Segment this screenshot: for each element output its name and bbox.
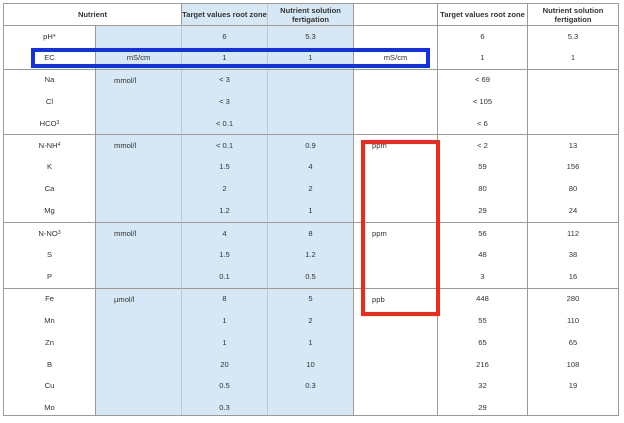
solution-value-2 [528,91,618,113]
target-value: 0.1 [182,266,268,288]
unit-cell-2 [354,69,438,91]
nutrient-name [4,69,96,91]
header-solution-fertigation: Nutrient solution fertigation [268,4,354,25]
unit-cell [96,331,182,353]
chemical-subscript: 3 [56,120,60,126]
nutrient-name [4,222,96,244]
solution-value-2: 5.3 [528,25,618,47]
nutrient-name [4,310,96,332]
solution-value-2: 24 [568,206,578,216]
nutrient-name [4,134,96,156]
unit-cell-2 [354,244,438,266]
target-value: 1.5 [182,244,268,266]
target-value: 4 [182,222,268,244]
solution-value: 1.2 [268,244,354,266]
target-value: < 0.1 [182,113,268,135]
unit-cell-2 [354,91,438,113]
solution-value-2: 13 [528,134,618,156]
solution-value: 1 [268,331,354,353]
solution-value-2: 1 [570,53,576,63]
chemical-subscript: 3 [57,229,61,236]
nutrient-name [4,353,96,375]
nutrient-name-text: K [46,162,53,172]
solution-value-2: 112 [528,222,618,244]
solution-value: 5 [268,288,354,310]
target-value: 1 [182,47,268,69]
nutrient-name [4,331,96,353]
unit-cell-2 [354,397,438,416]
target-value-2: 80 [438,178,528,200]
unit-cell [96,375,182,397]
nutrient-name [4,375,96,397]
target-value-2: 29 [438,200,528,222]
nutrient-name-text: Na [44,75,55,85]
unit-cell [96,266,182,288]
unit-cell-2: ppm [354,134,438,156]
solution-value: 2 [268,310,354,332]
unit-cell: mmol/l [96,134,182,156]
nutrient-name-text: Mn [44,315,55,325]
unit-cell [96,397,182,416]
solution-value [268,397,354,416]
nutrient-name-text: Fe [45,294,54,304]
nutrient-table [3,3,619,416]
solution-value-2: 156 [566,162,580,172]
solution-value-2: 38 [568,250,578,260]
target-value-2: < 2 [438,134,528,156]
solution-value-2: 280 [528,288,618,310]
unit-cell [96,178,182,200]
nutrient-name-text: Ca [44,184,55,194]
nutrient-name [4,156,96,178]
unit-cell: mS/cm [96,47,182,69]
target-value-2: 6 [438,25,528,47]
nutrient-name-text: Mo [44,403,55,413]
unit-cell: µmol/l [96,288,182,310]
nutrient-name-text: P [46,271,53,281]
unit-cell: mmol/l [96,69,182,91]
nutrient-name [4,178,96,200]
nutrient-name [4,91,96,113]
unit-cell-2 [354,310,438,332]
header-unit-2 [354,4,438,25]
solution-value: 4 [268,156,354,178]
header-target-root: Target values root zone [182,4,268,25]
solution-value-2: 16 [568,271,578,281]
solution-value [268,91,354,113]
target-value: < 3 [182,91,268,113]
nutrient-name [4,47,96,69]
solution-value-2: 80 [568,184,578,194]
unit-cell-2 [354,200,438,222]
nutrient-name-text: EC [44,53,55,63]
solution-value: 1 [268,200,354,222]
nutrient-name [4,288,96,310]
unit-cell [96,244,182,266]
solution-value-2 [528,397,618,416]
target-value-2: 48 [438,244,528,266]
solution-value: 10 [268,353,354,375]
nutrient-name [4,113,96,135]
target-value-2: 65 [438,331,528,353]
target-value-2: 3 [438,266,528,288]
unit-cell-2 [354,353,438,375]
solution-value [268,113,354,135]
target-value-2: 1 [438,47,528,69]
nutrient-name-text: B [46,359,53,369]
solution-value-2: 65 [568,337,578,347]
target-value: 1 [182,310,268,332]
target-value-2: < 6 [438,113,528,135]
unit-cell [96,310,182,332]
nutrient-name [4,244,96,266]
target-value: < 3 [182,69,268,91]
solution-value: 0.3 [268,375,354,397]
header-solution-fertigation-2: Nutrient solution fertigation [542,5,604,24]
nutrient-name-text: pH* [43,31,56,41]
unit-cell [96,25,182,47]
unit-cell-2 [354,25,438,47]
nutrient-name-text: S [46,250,53,260]
nutrient-name [4,266,96,288]
unit-cell: mmol/l [96,222,182,244]
solution-value: 2 [268,178,354,200]
solution-value-2: 19 [568,381,578,391]
nutrient-name-text: HCO [39,118,57,128]
nutrient-name [4,200,96,222]
nutrient-name [4,25,96,47]
table-grid [4,4,618,415]
unit-cell [96,156,182,178]
unit-cell-2 [354,331,438,353]
solution-value-2 [528,113,618,135]
unit-cell [96,91,182,113]
target-value-2: < 105 [438,91,528,113]
solution-value: 1 [268,47,354,69]
solution-value: 0.5 [268,266,354,288]
target-value: 1.2 [182,200,268,222]
target-value-2: < 69 [438,69,528,91]
solution-value-2: 108 [566,359,580,369]
nutrient-name [4,397,96,416]
nutrient-name-text: Mg [44,206,55,216]
target-value: 1 [182,331,268,353]
target-value: 8 [182,288,268,310]
nutrient-name-text: Zn [45,337,54,347]
unit-cell-2: ppb [354,288,438,310]
header-nutrient: Nutrient [4,4,182,25]
target-value-2: 216 [438,353,528,375]
solution-value [268,69,354,91]
target-value-2: 55 [438,310,528,332]
target-value: 2 [182,178,268,200]
nutrient-name-text: N-NH [38,141,58,151]
nutrient-name-text: Cl [45,96,54,106]
unit-cell-2 [354,113,438,135]
unit-cell-2 [354,266,438,288]
solution-value: 5.3 [268,25,354,47]
unit-cell-2: ppm [354,222,438,244]
target-value: 6 [182,25,268,47]
unit-cell-2 [354,178,438,200]
target-value: 20 [182,353,268,375]
solution-value: 8 [268,222,354,244]
target-value: 0.3 [182,397,268,416]
header-target-root-2: Target values root zone [438,4,528,25]
chemical-subscript: 4 [57,142,61,149]
target-value-2: 56 [438,222,528,244]
unit-cell-2 [354,375,438,397]
solution-value-2: 110 [566,315,580,325]
target-value-2: 448 [438,288,528,310]
solution-value-2 [528,69,618,91]
target-value: 0.5 [182,375,268,397]
target-value: < 0.1 [182,134,268,156]
target-value: 1.5 [182,156,268,178]
unit-cell [96,200,182,222]
unit-cell-2: mS/cm [354,47,438,69]
solution-value: 0.9 [268,134,354,156]
unit-cell [96,113,182,135]
target-value-2: 29 [438,397,528,416]
target-value-2: 59 [438,156,528,178]
nutrient-name-text: Cu [44,381,55,391]
unit-cell-2 [354,156,438,178]
target-value-2: 32 [438,375,528,397]
nutrient-name-text: N-NO [38,228,58,238]
unit-cell [96,353,182,375]
